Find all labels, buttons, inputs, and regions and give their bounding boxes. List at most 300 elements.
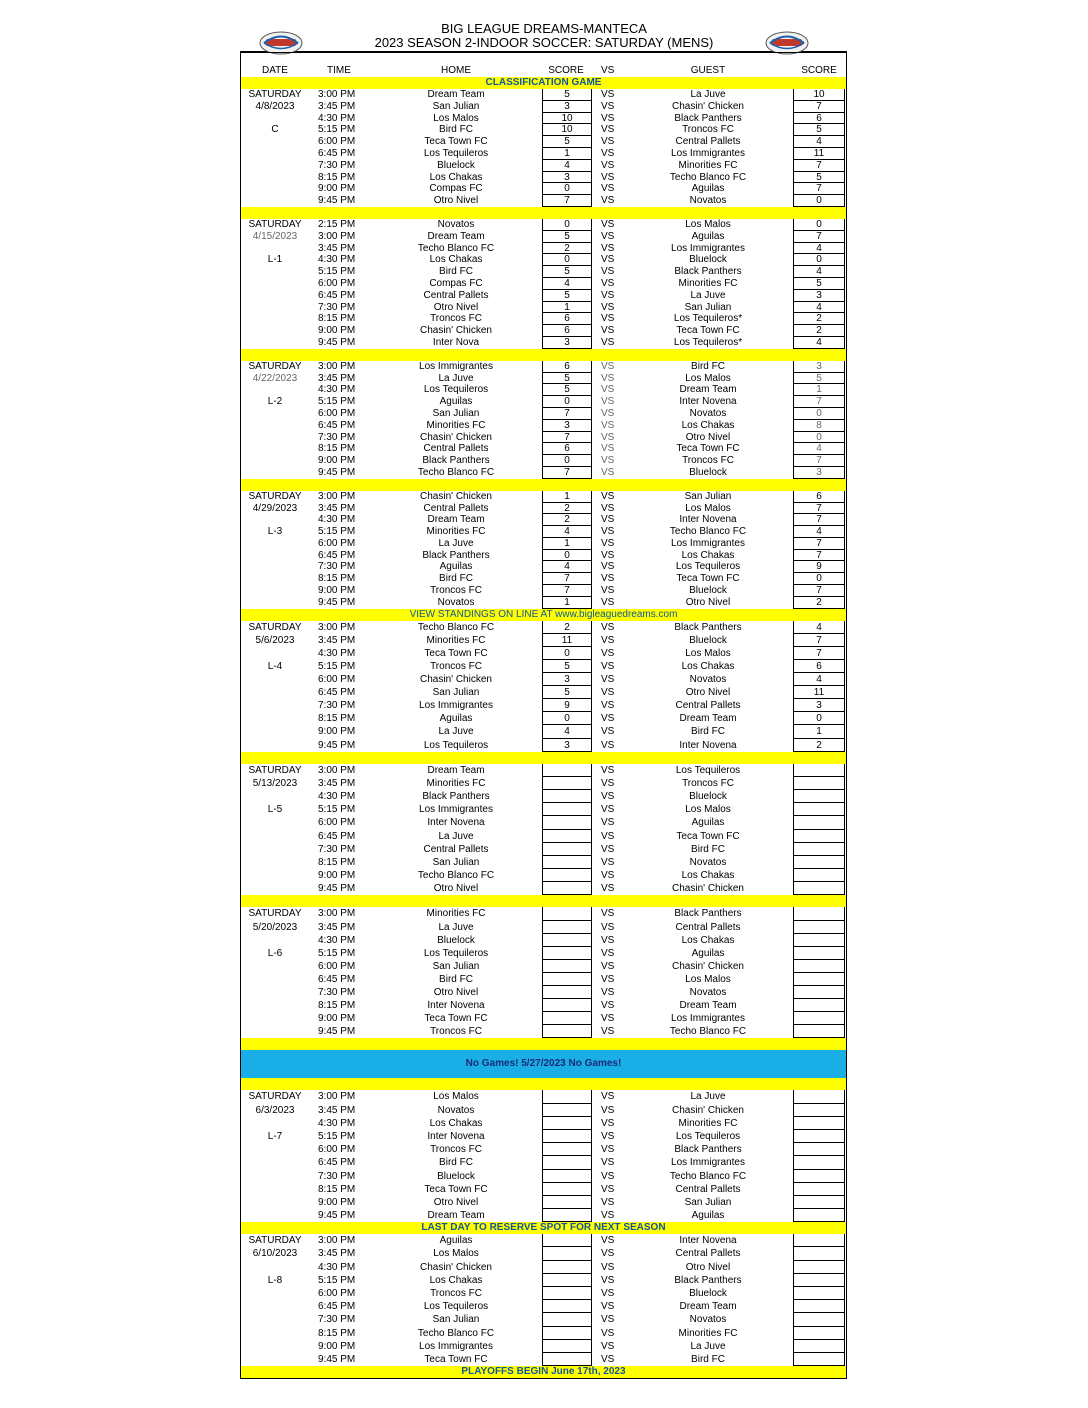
home-team: Los Malos bbox=[433, 112, 479, 124]
game-time: 6:45 PM bbox=[318, 289, 356, 301]
home-team: La Juve bbox=[438, 921, 474, 933]
game-time: 3:00 PM bbox=[318, 621, 356, 633]
home-score bbox=[542, 986, 592, 999]
guest-team: Dream Team bbox=[679, 1301, 737, 1313]
game-row bbox=[241, 686, 846, 699]
guest-score: 4 bbox=[793, 621, 845, 634]
round-code: L-3 bbox=[267, 526, 283, 538]
game-row bbox=[241, 89, 846, 101]
vs-label: VS bbox=[601, 443, 615, 455]
home-score: 1 bbox=[542, 538, 592, 550]
guest-team: Los Malos bbox=[685, 218, 731, 230]
col-home: HOME bbox=[441, 65, 471, 76]
vs-label: VS bbox=[601, 713, 615, 725]
section-band: CLASSIFICATION GAME bbox=[240, 77, 847, 89]
home-team: Los Tequileros bbox=[423, 1301, 489, 1313]
guest-team: Aguilas bbox=[691, 183, 725, 195]
guest-team: Teca Town FC bbox=[676, 573, 740, 585]
vs-label: VS bbox=[601, 870, 615, 882]
game-row bbox=[241, 243, 846, 255]
game-time: 4:30 PM bbox=[318, 934, 356, 946]
game-time: 7:30 PM bbox=[318, 1314, 356, 1326]
guest-team: Inter Novena bbox=[679, 739, 737, 751]
game-row bbox=[241, 526, 846, 538]
game-time: 9:45 PM bbox=[318, 195, 356, 207]
game-row bbox=[241, 396, 846, 408]
guest-score: 7 bbox=[793, 231, 845, 243]
home-score bbox=[542, 1234, 592, 1247]
guest-score: 4 bbox=[793, 243, 845, 255]
game-row bbox=[241, 302, 846, 314]
game-row bbox=[241, 1287, 846, 1300]
guest-score bbox=[793, 1012, 845, 1025]
guest-score bbox=[793, 803, 845, 816]
guest-score bbox=[793, 960, 845, 973]
vs-label: VS bbox=[601, 289, 615, 301]
vs-label: VS bbox=[601, 502, 615, 514]
game-time: 3:00 PM bbox=[318, 360, 356, 372]
section-band bbox=[240, 895, 847, 907]
game-time: 5:15 PM bbox=[318, 124, 356, 136]
guest-team: Black Panthers bbox=[674, 621, 742, 633]
week-block bbox=[240, 361, 847, 479]
guest-score bbox=[793, 1117, 845, 1130]
home-team: Chasin' Chicken bbox=[420, 431, 492, 443]
guest-score: 1 bbox=[793, 384, 845, 396]
guest-score bbox=[793, 1209, 845, 1222]
home-team: La Juve bbox=[438, 372, 474, 384]
home-team: Teca Town FC bbox=[424, 136, 488, 148]
bottom-rule bbox=[240, 1378, 847, 1379]
game-time: 5:15 PM bbox=[318, 660, 356, 672]
game-row bbox=[241, 491, 846, 503]
game-row bbox=[241, 503, 846, 515]
game-time: 6:00 PM bbox=[318, 277, 356, 289]
guest-score bbox=[793, 1104, 845, 1117]
home-score bbox=[542, 830, 592, 843]
guest-team: San Julian bbox=[684, 1196, 732, 1208]
date-label: 6/3/2023 bbox=[255, 1104, 295, 1116]
game-time: 9:00 PM bbox=[318, 1196, 356, 1208]
vs-label: VS bbox=[601, 147, 615, 159]
home-score bbox=[542, 1170, 592, 1183]
vs-label: VS bbox=[601, 313, 615, 325]
guest-score bbox=[793, 1130, 845, 1143]
home-score: 3 bbox=[542, 172, 592, 184]
vs-label: VS bbox=[601, 700, 615, 712]
home-score bbox=[542, 921, 592, 934]
game-time: 6:45 PM bbox=[318, 1157, 356, 1169]
home-team: Bluelock bbox=[437, 1170, 475, 1182]
game-row bbox=[241, 183, 846, 195]
home-score: 5 bbox=[542, 89, 592, 101]
guest-team: Inter Novena bbox=[679, 1235, 737, 1247]
guest-team: Aguilas bbox=[691, 230, 725, 242]
vs-label: VS bbox=[601, 514, 615, 526]
game-row bbox=[241, 597, 846, 609]
game-row bbox=[241, 290, 846, 302]
guest-score: 7 bbox=[793, 647, 845, 660]
guest-score bbox=[793, 1287, 845, 1300]
home-score bbox=[542, 1340, 592, 1353]
guest-team: Dream Team bbox=[679, 1000, 737, 1012]
game-time: 6:00 PM bbox=[318, 407, 356, 419]
home-score: 2 bbox=[542, 514, 592, 526]
guest-team: Inter Novena bbox=[679, 396, 737, 408]
vs-label: VS bbox=[601, 817, 615, 829]
guest-score bbox=[793, 816, 845, 829]
home-score: 1 bbox=[542, 302, 592, 314]
day-label: SATURDAY bbox=[248, 764, 302, 776]
game-row bbox=[241, 148, 846, 160]
vs-label: VS bbox=[601, 660, 615, 672]
home-score: 1 bbox=[542, 148, 592, 160]
week-block bbox=[240, 621, 847, 752]
game-time: 6:00 PM bbox=[318, 136, 356, 148]
game-row bbox=[241, 1274, 846, 1287]
round-code: L-5 bbox=[267, 804, 283, 816]
guest-score: 7 bbox=[793, 634, 845, 647]
day-label: SATURDAY bbox=[248, 490, 302, 502]
game-time: 6:45 PM bbox=[318, 687, 356, 699]
guest-team: Otro Nivel bbox=[685, 687, 731, 699]
vs-label: VS bbox=[601, 419, 615, 431]
vs-label: VS bbox=[601, 621, 615, 633]
vs-label: VS bbox=[601, 537, 615, 549]
home-score: 5 bbox=[542, 660, 592, 673]
guest-score: 7 bbox=[793, 183, 845, 195]
guest-score bbox=[793, 1025, 845, 1038]
game-row bbox=[241, 266, 846, 278]
guest-score: 3 bbox=[793, 467, 845, 479]
week-block bbox=[240, 89, 847, 207]
guest-team: Bird FC bbox=[691, 843, 725, 855]
game-row bbox=[241, 1234, 846, 1247]
game-row bbox=[241, 101, 846, 113]
home-team: Dream Team bbox=[427, 1210, 485, 1222]
game-time: 3:45 PM bbox=[318, 777, 356, 789]
game-row bbox=[241, 313, 846, 325]
game-time: 6:45 PM bbox=[318, 973, 356, 985]
guest-team: Aguilas bbox=[691, 1210, 725, 1222]
game-row bbox=[241, 278, 846, 290]
home-score: 10 bbox=[542, 113, 592, 125]
home-score: 4 bbox=[542, 561, 592, 573]
guest-team: Chasin' Chicken bbox=[672, 883, 744, 895]
game-time: 2:15 PM bbox=[318, 218, 356, 230]
footer-band: PLAYOFFS BEGIN June 17th, 2023 bbox=[240, 1366, 847, 1378]
guest-score: 5 bbox=[793, 124, 845, 136]
game-row bbox=[241, 1104, 846, 1117]
guest-score bbox=[793, 973, 845, 986]
game-row bbox=[241, 432, 846, 444]
col-vs: VS bbox=[601, 65, 615, 76]
guest-team: Techo Blanco FC bbox=[669, 526, 747, 538]
home-team: Troncos FC bbox=[430, 660, 482, 672]
guest-score bbox=[793, 1340, 845, 1353]
col-date: DATE bbox=[262, 65, 288, 76]
home-score: 10 bbox=[542, 124, 592, 136]
guest-score: 4 bbox=[793, 266, 845, 278]
home-score: 5 bbox=[542, 686, 592, 699]
round-code: L-6 bbox=[267, 947, 283, 959]
guest-score bbox=[793, 907, 845, 920]
home-team: Teca Town FC bbox=[424, 1183, 488, 1195]
home-team: Los Immigrantes bbox=[419, 1340, 493, 1352]
game-row bbox=[241, 1247, 846, 1260]
vs-label: VS bbox=[601, 1130, 615, 1142]
game-row bbox=[241, 538, 846, 550]
home-team: Techo Blanco FC bbox=[417, 1327, 495, 1339]
home-score: 0 bbox=[542, 396, 592, 408]
game-time: 8:15 PM bbox=[318, 856, 356, 868]
vs-label: VS bbox=[601, 1235, 615, 1247]
guest-team: Novatos bbox=[689, 1314, 727, 1326]
round-code: L-1 bbox=[267, 254, 283, 266]
section-band bbox=[240, 207, 847, 219]
guest-score: 7 bbox=[793, 101, 845, 113]
col-guest-score: SCORE bbox=[801, 65, 837, 76]
home-team: Otro Nivel bbox=[433, 987, 479, 999]
home-team: Otro Nivel bbox=[433, 301, 479, 313]
guest-score: 0 bbox=[793, 195, 845, 207]
vs-label: VS bbox=[601, 1000, 615, 1012]
guest-score: 4 bbox=[793, 526, 845, 538]
home-team: Central Pallets bbox=[423, 289, 489, 301]
home-score: 0 bbox=[542, 183, 592, 195]
game-time: 9:00 PM bbox=[318, 183, 356, 195]
home-score bbox=[542, 856, 592, 869]
guest-score bbox=[793, 1313, 845, 1326]
game-time: 9:00 PM bbox=[318, 325, 356, 337]
vs-label: VS bbox=[601, 1301, 615, 1313]
game-time: 9:00 PM bbox=[318, 726, 356, 738]
home-team: Black Panthers bbox=[422, 549, 490, 561]
vs-label: VS bbox=[601, 790, 615, 802]
home-score: 0 bbox=[542, 550, 592, 562]
game-time: 3:00 PM bbox=[318, 89, 356, 100]
guest-score: 2 bbox=[793, 313, 845, 325]
col-time: TIME bbox=[327, 65, 351, 76]
home-score: 5 bbox=[542, 231, 592, 243]
day-label: SATURDAY bbox=[248, 908, 302, 920]
home-team: Bird FC bbox=[439, 573, 473, 585]
game-time: 6:00 PM bbox=[318, 537, 356, 549]
guest-score: 11 bbox=[793, 148, 845, 160]
game-time: 9:00 PM bbox=[318, 870, 356, 882]
guest-score bbox=[793, 1353, 845, 1366]
game-row bbox=[241, 1130, 846, 1143]
guest-score bbox=[793, 764, 845, 777]
guest-team: Central Pallets bbox=[675, 1248, 741, 1260]
game-row bbox=[241, 1300, 846, 1313]
guest-team: Teca Town FC bbox=[676, 443, 740, 455]
home-score: 4 bbox=[542, 278, 592, 290]
home-team: Inter Novena bbox=[427, 817, 485, 829]
game-row bbox=[241, 550, 846, 562]
home-score bbox=[542, 777, 592, 790]
guest-team: Los Chakas bbox=[681, 870, 735, 882]
vs-label: VS bbox=[601, 112, 615, 124]
vs-label: VS bbox=[601, 372, 615, 384]
game-row bbox=[241, 1209, 846, 1222]
game-time: 6:45 PM bbox=[318, 1301, 356, 1313]
game-time: 4:30 PM bbox=[318, 1117, 356, 1129]
home-team: Los Chakas bbox=[429, 171, 483, 183]
home-score bbox=[542, 1130, 592, 1143]
day-label: SATURDAY bbox=[248, 360, 302, 372]
game-row bbox=[241, 1196, 846, 1209]
guest-score bbox=[793, 999, 845, 1012]
vs-label: VS bbox=[601, 100, 615, 112]
guest-score: 7 bbox=[793, 585, 845, 597]
home-score bbox=[542, 1274, 592, 1287]
vs-label: VS bbox=[601, 1013, 615, 1025]
home-score: 0 bbox=[542, 712, 592, 725]
game-time: 4:30 PM bbox=[318, 647, 356, 659]
home-team: San Julian bbox=[432, 687, 480, 699]
game-time: 7:30 PM bbox=[318, 843, 356, 855]
vs-label: VS bbox=[601, 526, 615, 538]
game-row bbox=[241, 443, 846, 455]
home-team: Los Tequileros bbox=[423, 739, 489, 751]
home-team: Dream Team bbox=[427, 764, 485, 776]
game-row bbox=[241, 803, 846, 816]
guest-score bbox=[793, 1300, 845, 1313]
top-empty-box bbox=[240, 52, 847, 64]
vs-label: VS bbox=[601, 1288, 615, 1300]
home-score: 11 bbox=[542, 634, 592, 647]
home-team: Compas FC bbox=[429, 183, 483, 195]
home-team: Techo Blanco FC bbox=[417, 466, 495, 478]
home-team: La Juve bbox=[438, 726, 474, 738]
guest-score bbox=[793, 882, 845, 895]
guest-score bbox=[793, 1274, 845, 1287]
home-score bbox=[542, 882, 592, 895]
guest-score bbox=[793, 986, 845, 999]
home-score: 3 bbox=[542, 337, 592, 349]
home-team: Los Malos bbox=[433, 1248, 479, 1260]
vs-label: VS bbox=[601, 573, 615, 585]
guest-team: Bird FC bbox=[691, 1353, 725, 1365]
home-score bbox=[542, 1327, 592, 1340]
home-team: San Julian bbox=[432, 407, 480, 419]
vs-label: VS bbox=[601, 407, 615, 419]
guest-score bbox=[793, 1090, 845, 1103]
vs-label: VS bbox=[601, 1104, 615, 1116]
week-block bbox=[240, 491, 847, 609]
guest-team: Chasin' Chicken bbox=[672, 1104, 744, 1116]
home-score: 7 bbox=[542, 408, 592, 420]
home-team: Novatos bbox=[437, 1104, 475, 1116]
home-score: 5 bbox=[542, 373, 592, 385]
home-team: Inter Nova bbox=[432, 336, 480, 348]
home-team: Chasin' Chicken bbox=[420, 490, 492, 502]
vs-label: VS bbox=[601, 804, 615, 816]
game-row bbox=[241, 325, 846, 337]
home-team: Aguilas bbox=[439, 561, 473, 573]
guest-team: Black Panthers bbox=[674, 908, 742, 920]
home-team: Chasin' Chicken bbox=[420, 674, 492, 686]
date-label: 5/6/2023 bbox=[255, 634, 295, 646]
home-team: Black Panthers bbox=[422, 790, 490, 802]
game-time: 9:00 PM bbox=[318, 455, 356, 467]
guest-team: Chasin' Chicken bbox=[672, 960, 744, 972]
home-score bbox=[542, 843, 592, 856]
home-score bbox=[542, 1104, 592, 1117]
guest-score bbox=[793, 921, 845, 934]
vs-label: VS bbox=[601, 171, 615, 183]
date-label: 5/20/2023 bbox=[252, 921, 298, 933]
game-time: 3:00 PM bbox=[318, 1235, 356, 1247]
section-band bbox=[240, 349, 847, 361]
vs-label: VS bbox=[601, 466, 615, 478]
game-row bbox=[241, 856, 846, 869]
home-team: Bird FC bbox=[439, 266, 473, 278]
home-score bbox=[542, 1156, 592, 1169]
guest-score bbox=[793, 856, 845, 869]
game-time: 8:15 PM bbox=[318, 1000, 356, 1012]
guest-score: 4 bbox=[793, 136, 845, 148]
home-team: Chasin' Chicken bbox=[420, 325, 492, 337]
guest-score: 10 bbox=[793, 89, 845, 101]
home-team: Teca Town FC bbox=[424, 1353, 488, 1365]
vs-label: VS bbox=[601, 830, 615, 842]
guest-score: 2 bbox=[793, 739, 845, 752]
game-time: 9:45 PM bbox=[318, 739, 356, 751]
game-time: 5:15 PM bbox=[318, 1130, 356, 1142]
guest-score: 0 bbox=[793, 573, 845, 585]
vs-label: VS bbox=[601, 1026, 615, 1038]
week-block bbox=[240, 219, 847, 349]
home-score bbox=[542, 1287, 592, 1300]
date-label: 6/10/2023 bbox=[252, 1248, 298, 1260]
game-row bbox=[241, 455, 846, 467]
vs-label: VS bbox=[601, 561, 615, 573]
home-team: Aguilas bbox=[439, 396, 473, 408]
guest-score: 5 bbox=[793, 278, 845, 290]
home-team: Techo Blanco FC bbox=[417, 870, 495, 882]
guest-team: Teca Town FC bbox=[676, 830, 740, 842]
game-time: 5:15 PM bbox=[318, 396, 356, 408]
guest-team: Minorities FC bbox=[678, 1117, 738, 1129]
game-row bbox=[241, 843, 846, 856]
game-row bbox=[241, 1170, 846, 1183]
guest-score: 7 bbox=[793, 550, 845, 562]
home-team: Los Malos bbox=[433, 1091, 479, 1103]
vs-label: VS bbox=[601, 947, 615, 959]
home-score bbox=[542, 1012, 592, 1025]
game-time: 9:45 PM bbox=[318, 1026, 356, 1038]
guest-team: Bluelock bbox=[689, 1288, 727, 1300]
guest-score: 7 bbox=[793, 160, 845, 172]
game-row bbox=[241, 725, 846, 738]
game-time: 7:30 PM bbox=[318, 431, 356, 443]
guest-score: 4 bbox=[793, 443, 845, 455]
home-team: Los Chakas bbox=[429, 1117, 483, 1129]
guest-team: Central Pallets bbox=[675, 700, 741, 712]
vs-label: VS bbox=[601, 431, 615, 443]
vs-label: VS bbox=[601, 1157, 615, 1169]
guest-team: Troncos FC bbox=[682, 777, 734, 789]
home-score: 3 bbox=[542, 101, 592, 113]
guest-team: La Juve bbox=[690, 1340, 726, 1352]
home-team: Central Pallets bbox=[423, 843, 489, 855]
home-score bbox=[542, 973, 592, 986]
home-team: Aguilas bbox=[439, 713, 473, 725]
guest-team: Bluelock bbox=[689, 790, 727, 802]
game-row bbox=[241, 160, 846, 172]
